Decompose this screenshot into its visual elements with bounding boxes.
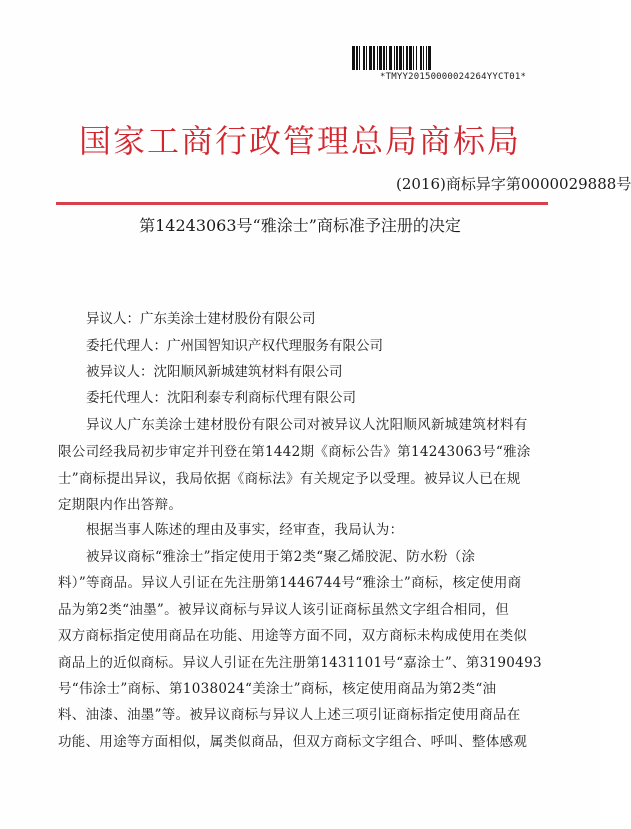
body-line: 根据当事人陈述的理由及事实，经审查，我局认为： (86, 522, 404, 538)
body-line: 定期限内作出答辩。 (58, 497, 183, 513)
body-line: 号“伟涂士”商标、第1038024“美涂士”商标，核定使用商品为第2类“油 (58, 681, 497, 697)
body-line: 双方商标指定使用商品在功能、用途等方面不同，双方商标未构成使用在类似 (58, 628, 528, 644)
body-line: 士”商标提出异议，我局依据《商标法》有关规定予以受理。被异议人已在规 (58, 471, 521, 487)
body-line: 异议人广东美涂士建材股份有限公司对被异议人沈阳顺风新城建筑材料有 (86, 417, 528, 433)
body-line: 料、油漆、油墨”等。被异议商标与异议人上述三项引证商标指定使用商品在 (58, 707, 521, 723)
agency-header: 国家工商行政管理总局商标局 (78, 122, 521, 160)
party-label: 异议人： (86, 311, 140, 327)
header-rule (56, 202, 548, 205)
party-value: 沈阳利泰专利商标代理有限公司 (167, 390, 356, 406)
body-line: 商品上的近似商标。异议人引证在先注册第1431101号“嘉涂士”、第3190493 (58, 655, 542, 671)
decision-title: 第14243063号“雅涂士”商标准予注册的决定 (139, 216, 461, 235)
document-number: (2016)商标异字第0000029888号 (396, 175, 631, 193)
barcode (352, 46, 532, 70)
party-value: 广东美涂士建材股份有限公司 (140, 311, 316, 327)
barcode-text: *TMYY20150000024264YYCT01* (380, 72, 527, 82)
party-opposed (86, 360, 343, 380)
party-label: 被异议人： (86, 364, 154, 380)
party-label: 委托代理人： (86, 338, 167, 354)
body-line: 品为第2类“油墨”。被异议商标与异议人该引证商标虽然文字组合相同，但 (58, 602, 510, 618)
party-value: 沈阳顺风新城建筑材料有限公司 (153, 364, 343, 380)
party-opposed-agent (86, 386, 356, 406)
party-opposer (86, 307, 316, 327)
body-line: 限公司经我局初步审定并刊登在第1442期《商标公告》第14243063号“雅涂 (58, 444, 531, 460)
body-line: 被异议商标“雅涂士”指定使用于第2类“聚乙烯胶泥、防水粉（涂 (86, 549, 476, 565)
body-line: 料）”等商品。异议人引证在先注册第1446744号“雅涂士”商标，核定使用商 (58, 575, 522, 591)
party-opposer-agent (86, 334, 383, 354)
party-value: 广州国智知识产权代理服务有限公司 (167, 338, 383, 354)
barcode-bar (431, 46, 433, 70)
body-line: 功能、用途等方面相似，属类似商品，但双方商标文字组合、呼叫、整体感观 (58, 734, 528, 750)
party-label: 委托代理人： (86, 390, 167, 406)
